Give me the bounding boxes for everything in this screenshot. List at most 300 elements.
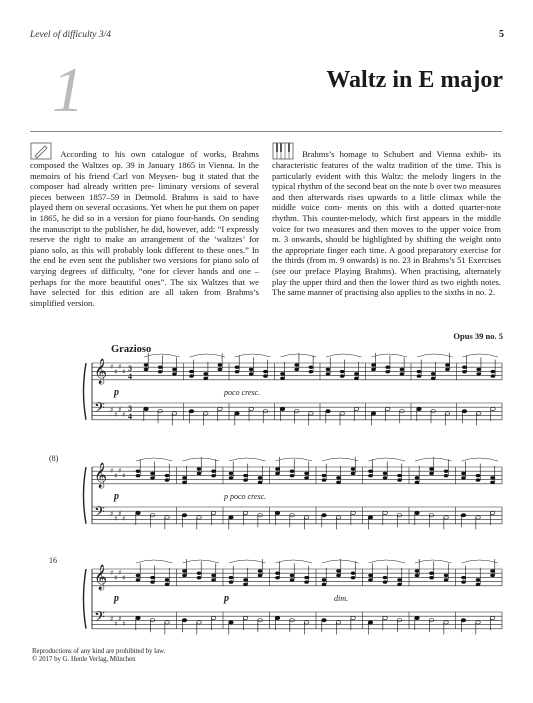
note-head	[351, 616, 356, 619]
note-head	[165, 621, 170, 624]
note-head	[385, 407, 390, 410]
sharp-sign: ♯	[114, 620, 118, 628]
sharp-sign: ♯	[122, 574, 126, 582]
note-head	[280, 407, 285, 410]
text-line: did so in a version for piano four-hands. On sending	[72, 212, 260, 223]
note-head	[351, 572, 356, 575]
text-line: eighth notes. The same manner of practising also	[272, 276, 501, 298]
note-head	[275, 472, 280, 475]
text-line: play the upper third and then the lower third as two	[272, 276, 457, 287]
note-head	[235, 370, 240, 373]
measure-number: 16	[49, 556, 57, 565]
note-head	[165, 474, 170, 477]
note-head	[197, 576, 202, 579]
note-head	[258, 476, 263, 479]
text-line: Detmold. Brahms is said to have played them on several	[30, 191, 259, 213]
note-head	[150, 580, 155, 583]
note-head	[182, 481, 187, 484]
note-head	[203, 372, 208, 375]
note-head	[383, 616, 388, 619]
slur	[183, 458, 220, 461]
note-head	[368, 621, 373, 624]
text-line: its characteristic features of the waltz tradition of	[272, 149, 501, 170]
sharp-sign: ♯	[118, 615, 122, 623]
sharp-sign: ♯	[114, 574, 118, 582]
note-head	[229, 476, 234, 479]
sharp-sign: ♯	[122, 411, 126, 419]
note-head	[490, 481, 495, 484]
note-head	[243, 511, 248, 514]
text-line: ments on this with a dotted quarter-note rhythm. This	[272, 202, 501, 223]
slur	[322, 458, 359, 461]
note-head	[263, 370, 268, 373]
note-head	[189, 374, 194, 377]
note-head	[461, 580, 466, 583]
text-line: applies to the sixths in no. 2.	[396, 287, 495, 298]
note-head	[491, 374, 496, 377]
dynamic-marking: dim.	[334, 593, 348, 603]
note-head	[197, 621, 202, 624]
note-head	[203, 377, 208, 380]
time-signature: 4	[128, 412, 132, 421]
note-head	[144, 407, 149, 410]
note-head	[371, 363, 376, 366]
time-signature: 3	[128, 404, 132, 413]
note-head	[136, 574, 141, 577]
text-line: for two measures and then moves to the upper voice	[293, 223, 485, 234]
note-head	[322, 578, 327, 581]
text-line: counter-melody, which first appears in the middle voice	[272, 212, 501, 234]
text-line: liminary versions of several pieces between 1857–59 in	[30, 181, 260, 202]
note-head	[182, 476, 187, 479]
note-head	[326, 410, 331, 413]
brace	[84, 467, 87, 524]
note-head	[189, 410, 194, 413]
note-head	[136, 474, 141, 477]
note-head	[243, 474, 248, 477]
note-head	[415, 616, 420, 619]
opus-label: Opus 39 no. 5	[453, 331, 503, 341]
score-labels	[49, 358, 348, 629]
text-line: the melody lingers in the typical rhythm of the second beat on the	[272, 170, 501, 192]
text-line: that we have selected for this edition are all taken from	[30, 276, 259, 298]
note-head	[249, 407, 254, 410]
note-head	[351, 467, 356, 470]
note-head	[429, 467, 434, 470]
note-head	[275, 616, 280, 619]
note-head	[322, 474, 327, 477]
note-head	[290, 474, 295, 477]
note-head	[211, 470, 216, 473]
note-head	[197, 572, 202, 575]
note-head	[182, 619, 187, 622]
text-line: the manuscript to the publisher, he did, however, add:	[30, 223, 218, 234]
note-head	[368, 470, 373, 473]
slur	[281, 354, 317, 357]
note-head	[218, 407, 223, 410]
slur	[462, 560, 499, 563]
slur	[415, 458, 452, 461]
note-head	[243, 578, 248, 581]
note-head	[476, 516, 481, 519]
bass-clef: 𝄢	[94, 504, 105, 524]
sharp-sign: ♯	[110, 406, 114, 414]
note-head	[172, 368, 177, 371]
note-head	[431, 372, 436, 375]
sharp-sign: ♯	[114, 515, 118, 523]
sharp-sign: ♯	[122, 472, 126, 480]
notes	[136, 353, 498, 634]
text-line: upwards to a little climax while the middle voice com-	[272, 191, 501, 213]
note-head	[351, 576, 356, 579]
note-head	[368, 516, 373, 519]
note-head	[336, 574, 341, 577]
note-head	[165, 578, 170, 581]
note-head	[165, 478, 170, 481]
note-head	[275, 467, 280, 470]
treble-clef: 𝄞	[94, 463, 108, 488]
note-head	[172, 412, 177, 415]
note-head	[243, 583, 248, 586]
time-signature: 4	[128, 372, 132, 381]
note-head	[445, 368, 450, 371]
slur	[369, 458, 406, 461]
note-head	[197, 472, 202, 475]
dynamic-marking: poco cresc.	[224, 387, 261, 397]
note-head	[182, 569, 187, 572]
note-head	[243, 616, 248, 619]
slur	[190, 354, 226, 357]
slur	[276, 458, 313, 461]
note-head	[280, 372, 285, 375]
text-line: the publisher two versions for piano solo of varying	[30, 255, 260, 276]
dynamic-marking: p	[114, 592, 119, 604]
text-line: “I expressly reserve the right to make an arrangement	[30, 223, 259, 245]
note-head	[294, 368, 299, 371]
note-head	[258, 569, 263, 572]
slur	[369, 560, 406, 563]
note-head	[490, 511, 495, 514]
text-line: Brahms’s simplified version.	[30, 287, 259, 308]
note-head	[371, 368, 376, 371]
note-head	[461, 476, 466, 479]
sharp-sign: ♯	[114, 411, 118, 419]
bass-clef: 𝄢	[94, 400, 105, 420]
treble-clef: 𝄞	[94, 359, 108, 384]
note-head	[351, 511, 356, 514]
note-head	[461, 619, 466, 622]
note-head	[462, 370, 467, 373]
note-head	[229, 516, 234, 519]
brace	[84, 569, 87, 629]
note-head	[304, 472, 309, 475]
note-head	[211, 574, 216, 577]
note-head	[340, 374, 345, 377]
note-head	[368, 474, 373, 477]
note-head	[322, 619, 327, 622]
note-head	[158, 370, 163, 373]
text-line: onwards) is no. 23 in Brahms’s 51 Exercises (see our	[272, 255, 501, 276]
sharp-sign: ♯	[110, 363, 114, 371]
sharp-sign: ♯	[114, 368, 118, 376]
note-head	[290, 578, 295, 581]
sharp-sign: ♯	[122, 515, 126, 523]
sharp-sign: ♯	[118, 510, 122, 518]
note-head	[400, 368, 405, 371]
text-line: A good preparatory exercise for the thirds (from m. 9	[272, 244, 501, 266]
note-head	[165, 583, 170, 586]
dynamic-marking: p	[224, 592, 229, 604]
note-head	[368, 574, 373, 577]
note-head	[415, 574, 420, 577]
note-head	[397, 583, 402, 586]
note-head	[354, 407, 359, 410]
bass-clef: 𝄢	[94, 609, 105, 629]
difficulty-label: Level of difficulty 3/4	[30, 30, 111, 40]
note-head	[397, 478, 402, 481]
sharp-sign: ♯	[122, 368, 126, 376]
note-head	[415, 569, 420, 572]
note-head	[229, 580, 234, 583]
copyright-footer	[32, 648, 165, 664]
note-head	[249, 368, 254, 371]
note-head	[336, 476, 341, 479]
note-head	[336, 621, 341, 624]
slur	[326, 354, 362, 357]
sharp-sign: ♯	[118, 467, 122, 475]
text-line: occasions. Yet when he put them on paper in 1865, he	[30, 202, 259, 223]
slur	[229, 458, 266, 461]
note-head	[444, 516, 449, 519]
text-line: preface Playing Brahms). When practising, alternately	[305, 265, 502, 276]
note-head	[383, 472, 388, 475]
note-head	[294, 363, 299, 366]
note-head	[383, 476, 388, 479]
note-head	[211, 578, 216, 581]
note-head	[235, 366, 240, 369]
text-line: note b over two measures and then afterwards rises	[272, 181, 501, 202]
note-head	[290, 574, 295, 577]
sharp-sign: ♯	[114, 472, 118, 480]
note-head	[397, 474, 402, 477]
slur	[415, 560, 452, 563]
sharp-sign: ♯	[118, 569, 122, 577]
text-line: of the ‘waltzes’ for piano solo, as this will probably	[30, 234, 259, 255]
note-head	[150, 576, 155, 579]
slur	[463, 354, 499, 357]
note-head	[172, 372, 177, 375]
note-head	[229, 472, 234, 475]
note-head	[189, 370, 194, 373]
note-head	[258, 481, 263, 484]
note-head	[322, 583, 327, 586]
note-head	[491, 407, 496, 410]
note-head	[368, 578, 373, 581]
slur	[462, 458, 499, 461]
note-head	[211, 511, 216, 514]
slur	[276, 560, 313, 563]
note-head	[322, 514, 327, 517]
note-head	[136, 616, 141, 619]
note-head	[309, 366, 314, 369]
note-head	[445, 363, 450, 366]
note-head	[263, 374, 268, 377]
note-head	[336, 481, 341, 484]
sharp-sign: ♯	[122, 620, 126, 628]
note-head	[462, 366, 467, 369]
piece-title: Waltz in E major	[326, 67, 503, 93]
note-head	[444, 578, 449, 581]
slur	[229, 560, 266, 563]
note-head	[351, 472, 356, 475]
dynamic-marking: p	[114, 386, 119, 398]
note-head	[197, 467, 202, 470]
note-head	[182, 514, 187, 517]
note-head	[476, 474, 481, 477]
text-line: perhaps for the more beautiful ones”. The six Waltzes	[30, 276, 233, 287]
slur	[183, 560, 220, 563]
note-head	[354, 372, 359, 375]
tempo-marking: Grazioso	[111, 344, 152, 355]
note-head	[445, 412, 450, 415]
note-head	[415, 511, 420, 514]
piece-number: 1	[52, 54, 84, 125]
note-head	[275, 572, 280, 575]
sharp-sign: ♯	[110, 510, 114, 518]
note-head	[211, 616, 216, 619]
note-head	[211, 474, 216, 477]
note-head	[491, 370, 496, 373]
text-line: Vienna. In the memoirs of his friend Carl von Meysen-	[30, 160, 259, 181]
note-head	[415, 476, 420, 479]
note-head	[429, 572, 434, 575]
text-line: composed the Waltzes op. 39 in January 1865 in	[30, 160, 209, 170]
note-head	[490, 574, 495, 577]
note-head	[431, 377, 436, 380]
note-head	[304, 476, 309, 479]
note-head	[336, 569, 341, 572]
text-line: from m. 3 onwards, should be highlighted by shifting	[272, 223, 501, 245]
note-head	[462, 410, 467, 413]
note-head	[444, 574, 449, 577]
slur	[322, 560, 359, 563]
note-head	[429, 472, 434, 475]
note-head	[397, 578, 402, 581]
dynamic-marking: p poco cresc.	[224, 491, 267, 501]
staff-lines	[84, 363, 503, 629]
note-head	[144, 363, 149, 366]
note-head	[444, 474, 449, 477]
note-head	[444, 470, 449, 473]
note-head	[144, 368, 149, 371]
note-head	[415, 481, 420, 484]
note-head	[476, 478, 481, 481]
note-head	[417, 370, 422, 373]
note-head	[340, 412, 345, 415]
note-head	[461, 514, 466, 517]
note-head	[326, 372, 331, 375]
footer-line-1: Reproductions of any kind are prohibited by law.	[32, 648, 166, 655]
slur	[417, 354, 453, 357]
note-head	[136, 470, 141, 473]
note-head	[326, 368, 331, 371]
text-line: degrees of difficulty, “one for clever hands and one –	[60, 265, 260, 276]
brace	[84, 363, 87, 420]
note-head	[476, 372, 481, 375]
note-head	[275, 511, 280, 514]
note-head	[371, 412, 376, 415]
note-head	[490, 569, 495, 572]
note-head	[383, 511, 388, 514]
note-head	[304, 576, 309, 579]
note-head	[243, 478, 248, 481]
slur	[235, 354, 271, 357]
note-head	[476, 583, 481, 586]
note-head	[444, 621, 449, 624]
text-line: bug it stated that the composer had already written pre-	[30, 170, 259, 192]
text-line: look different to these ones.” In the end he even sent	[30, 244, 260, 266]
slur	[144, 354, 180, 357]
measure-number: (8)	[49, 454, 59, 463]
note-head	[490, 616, 495, 619]
note-head	[417, 407, 422, 410]
sharp-sign: ♯	[110, 467, 114, 475]
note-head	[229, 576, 234, 579]
note-head	[229, 621, 234, 624]
note-head	[385, 370, 390, 373]
slur	[136, 560, 173, 563]
note-head	[218, 363, 223, 366]
note-head	[165, 516, 170, 519]
note-head	[150, 476, 155, 479]
text-line: Brahms’s homage to Schubert and Vienna exhib-	[302, 149, 493, 159]
note-head	[197, 516, 202, 519]
note-head	[304, 580, 309, 583]
treble-clef: 𝄞	[94, 565, 108, 590]
note-head	[158, 366, 163, 369]
sharp-sign: ♯	[118, 406, 122, 414]
text-line: the weight onto the appropriate finger each time.	[272, 234, 501, 255]
sharp-sign: ♯	[110, 615, 114, 623]
note-head	[249, 372, 254, 375]
note-head	[309, 412, 314, 415]
note-head	[417, 374, 422, 377]
note-head	[385, 366, 390, 369]
text-line: the time. This is particularly evident with this Waltz:	[272, 160, 501, 181]
note-head	[322, 478, 327, 481]
note-head	[136, 511, 141, 514]
note-head	[275, 576, 280, 579]
note-head	[203, 412, 208, 415]
text-line: According to his own catalogue of works, Brahms	[60, 149, 259, 159]
note-head	[383, 580, 388, 583]
note-head	[290, 470, 295, 473]
note-head	[182, 574, 187, 577]
dynamic-marking: p	[114, 490, 119, 502]
note-head	[258, 574, 263, 577]
note-head	[476, 621, 481, 624]
footer-line-2: © 2017 by G. Henle Verlag, München	[32, 656, 136, 663]
note-head	[218, 368, 223, 371]
note-head	[476, 578, 481, 581]
note-head	[490, 476, 495, 479]
note-head	[461, 576, 466, 579]
note-head	[383, 576, 388, 579]
note-head	[136, 578, 141, 581]
note-head	[400, 372, 405, 375]
slur	[372, 354, 408, 357]
note-head	[476, 368, 481, 371]
